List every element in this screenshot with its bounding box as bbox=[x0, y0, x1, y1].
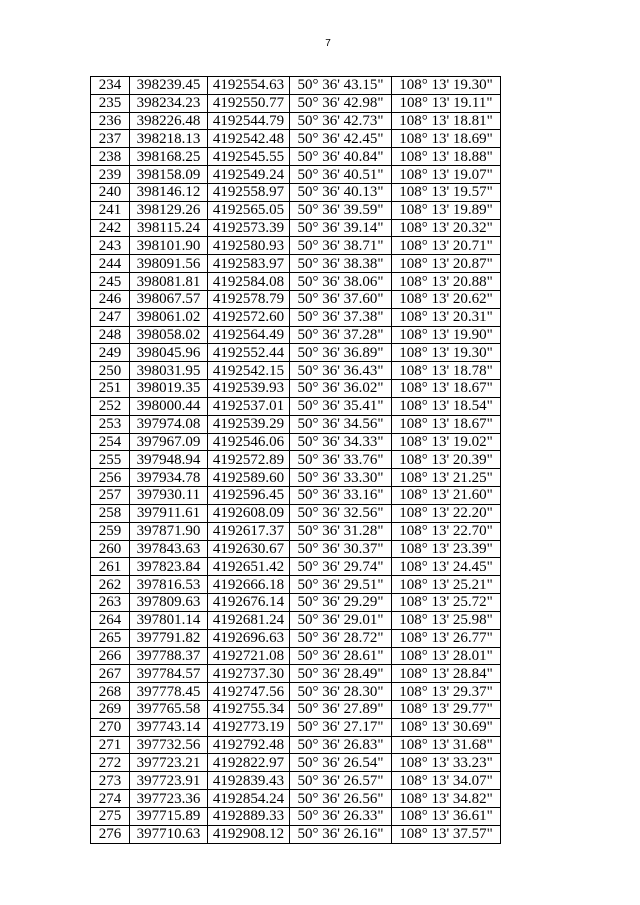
latitude-cell: 50° 36' 37.38" bbox=[290, 308, 392, 326]
table-row bbox=[91, 736, 501, 754]
latitude-cell: 50° 36' 30.37" bbox=[290, 540, 392, 558]
longitude-cell: 108° 13' 20.88" bbox=[392, 273, 501, 291]
y-coordinate-cell: 4192822.97 bbox=[208, 754, 290, 772]
point-number-cell: 256 bbox=[91, 469, 130, 487]
y-coordinate-cell: 4192676.14 bbox=[208, 594, 290, 612]
x-coordinate-cell: 397911.61 bbox=[130, 504, 208, 522]
y-coordinate-cell: 4192550.77 bbox=[208, 94, 290, 112]
point-number-cell: 266 bbox=[91, 647, 130, 665]
table-row bbox=[91, 255, 501, 273]
table-row bbox=[91, 558, 501, 576]
longitude-cell: 108° 13' 36.61" bbox=[392, 807, 501, 825]
point-number-cell: 244 bbox=[91, 255, 130, 273]
point-number-cell: 252 bbox=[91, 397, 130, 415]
longitude-cell: 108° 13' 29.37" bbox=[392, 683, 501, 701]
longitude-cell: 108° 13' 19.07" bbox=[392, 166, 501, 184]
x-coordinate-cell: 397843.63 bbox=[130, 540, 208, 558]
latitude-cell: 50° 36' 38.06" bbox=[290, 273, 392, 291]
point-number-cell: 253 bbox=[91, 415, 130, 433]
y-coordinate-cell: 4192681.24 bbox=[208, 611, 290, 629]
x-coordinate-cell: 397816.53 bbox=[130, 576, 208, 594]
table-row bbox=[91, 451, 501, 469]
longitude-cell: 108° 13' 18.69" bbox=[392, 130, 501, 148]
table-row bbox=[91, 308, 501, 326]
x-coordinate-cell: 397732.56 bbox=[130, 736, 208, 754]
latitude-cell: 50° 36' 33.16" bbox=[290, 487, 392, 505]
y-coordinate-cell: 4192552.44 bbox=[208, 344, 290, 362]
longitude-cell: 108° 13' 25.98" bbox=[392, 611, 501, 629]
latitude-cell: 50° 36' 28.61" bbox=[290, 647, 392, 665]
x-coordinate-cell: 397778.45 bbox=[130, 683, 208, 701]
longitude-cell: 108° 13' 29.77" bbox=[392, 700, 501, 718]
y-coordinate-cell: 4192549.24 bbox=[208, 166, 290, 184]
y-coordinate-cell: 4192755.34 bbox=[208, 700, 290, 718]
x-coordinate-cell: 398091.56 bbox=[130, 255, 208, 273]
x-coordinate-cell: 397723.36 bbox=[130, 790, 208, 808]
x-coordinate-cell: 398019.35 bbox=[130, 380, 208, 398]
x-coordinate-cell: 397967.09 bbox=[130, 433, 208, 451]
y-coordinate-cell: 4192696.63 bbox=[208, 629, 290, 647]
latitude-cell: 50° 36' 39.59" bbox=[290, 201, 392, 219]
y-coordinate-cell: 4192554.63 bbox=[208, 77, 290, 95]
x-coordinate-cell: 397801.14 bbox=[130, 611, 208, 629]
latitude-cell: 50° 36' 35.41" bbox=[290, 397, 392, 415]
point-number-cell: 268 bbox=[91, 683, 130, 701]
table-row bbox=[91, 665, 501, 683]
table-row bbox=[91, 611, 501, 629]
latitude-cell: 50° 36' 26.33" bbox=[290, 807, 392, 825]
latitude-cell: 50° 36' 43.15" bbox=[290, 77, 392, 95]
point-number-cell: 242 bbox=[91, 219, 130, 237]
table-row bbox=[91, 183, 501, 201]
table-row bbox=[91, 166, 501, 184]
table-row bbox=[91, 415, 501, 433]
x-coordinate-cell: 397723.21 bbox=[130, 754, 208, 772]
longitude-cell: 108° 13' 31.68" bbox=[392, 736, 501, 754]
y-coordinate-cell: 4192651.42 bbox=[208, 558, 290, 576]
longitude-cell: 108° 13' 25.72" bbox=[392, 594, 501, 612]
latitude-cell: 50° 36' 26.83" bbox=[290, 736, 392, 754]
point-number-cell: 257 bbox=[91, 487, 130, 505]
table-row bbox=[91, 629, 501, 647]
latitude-cell: 50° 36' 36.43" bbox=[290, 362, 392, 380]
point-number-cell: 264 bbox=[91, 611, 130, 629]
x-coordinate-cell: 398058.02 bbox=[130, 326, 208, 344]
point-number-cell: 275 bbox=[91, 807, 130, 825]
point-number-cell: 243 bbox=[91, 237, 130, 255]
table-row bbox=[91, 380, 501, 398]
longitude-cell: 108° 13' 25.21" bbox=[392, 576, 501, 594]
x-coordinate-cell: 397791.82 bbox=[130, 629, 208, 647]
x-coordinate-cell: 398061.02 bbox=[130, 308, 208, 326]
x-coordinate-cell: 398115.24 bbox=[130, 219, 208, 237]
table-row bbox=[91, 77, 501, 95]
y-coordinate-cell: 4192546.06 bbox=[208, 433, 290, 451]
table-row bbox=[91, 273, 501, 291]
y-coordinate-cell: 4192747.56 bbox=[208, 683, 290, 701]
point-number-cell: 234 bbox=[91, 77, 130, 95]
longitude-cell: 108° 13' 18.67" bbox=[392, 415, 501, 433]
table-row bbox=[91, 807, 501, 825]
latitude-cell: 50° 36' 33.30" bbox=[290, 469, 392, 487]
latitude-cell: 50° 36' 34.33" bbox=[290, 433, 392, 451]
x-coordinate-cell: 398226.48 bbox=[130, 112, 208, 130]
point-number-cell: 241 bbox=[91, 201, 130, 219]
y-coordinate-cell: 4192666.18 bbox=[208, 576, 290, 594]
point-number-cell: 249 bbox=[91, 344, 130, 362]
table-row bbox=[91, 326, 501, 344]
point-number-cell: 262 bbox=[91, 576, 130, 594]
x-coordinate-cell: 398239.45 bbox=[130, 77, 208, 95]
table-row bbox=[91, 683, 501, 701]
y-coordinate-cell: 4192583.97 bbox=[208, 255, 290, 273]
y-coordinate-cell: 4192584.08 bbox=[208, 273, 290, 291]
latitude-cell: 50° 36' 40.13" bbox=[290, 183, 392, 201]
y-coordinate-cell: 4192596.45 bbox=[208, 487, 290, 505]
x-coordinate-cell: 397765.58 bbox=[130, 700, 208, 718]
point-number-cell: 239 bbox=[91, 166, 130, 184]
x-coordinate-cell: 397871.90 bbox=[130, 522, 208, 540]
latitude-cell: 50° 36' 29.01" bbox=[290, 611, 392, 629]
point-number-cell: 236 bbox=[91, 112, 130, 130]
table-row bbox=[91, 344, 501, 362]
table-row bbox=[91, 772, 501, 790]
longitude-cell: 108° 13' 18.88" bbox=[392, 148, 501, 166]
y-coordinate-cell: 4192564.49 bbox=[208, 326, 290, 344]
x-coordinate-cell: 398158.09 bbox=[130, 166, 208, 184]
latitude-cell: 50° 36' 38.38" bbox=[290, 255, 392, 273]
longitude-cell: 108° 13' 20.39" bbox=[392, 451, 501, 469]
y-coordinate-cell: 4192630.67 bbox=[208, 540, 290, 558]
latitude-cell: 50° 36' 39.14" bbox=[290, 219, 392, 237]
x-coordinate-cell: 397974.08 bbox=[130, 415, 208, 433]
longitude-cell: 108° 13' 20.71" bbox=[392, 237, 501, 255]
point-number-cell: 274 bbox=[91, 790, 130, 808]
latitude-cell: 50° 36' 40.51" bbox=[290, 166, 392, 184]
latitude-cell: 50° 36' 27.89" bbox=[290, 700, 392, 718]
y-coordinate-cell: 4192558.97 bbox=[208, 183, 290, 201]
point-number-cell: 258 bbox=[91, 504, 130, 522]
point-number-cell: 270 bbox=[91, 718, 130, 736]
x-coordinate-cell: 397784.57 bbox=[130, 665, 208, 683]
table-row bbox=[91, 540, 501, 558]
y-coordinate-cell: 4192617.37 bbox=[208, 522, 290, 540]
longitude-cell: 108° 13' 18.81" bbox=[392, 112, 501, 130]
longitude-cell: 108° 13' 20.32" bbox=[392, 219, 501, 237]
longitude-cell: 108° 13' 19.89" bbox=[392, 201, 501, 219]
table-row bbox=[91, 594, 501, 612]
point-number-cell: 265 bbox=[91, 629, 130, 647]
point-number-cell: 235 bbox=[91, 94, 130, 112]
latitude-cell: 50° 36' 28.72" bbox=[290, 629, 392, 647]
latitude-cell: 50° 36' 42.45" bbox=[290, 130, 392, 148]
table-row bbox=[91, 130, 501, 148]
longitude-cell: 108° 13' 28.84" bbox=[392, 665, 501, 683]
longitude-cell: 108° 13' 28.01" bbox=[392, 647, 501, 665]
point-number-cell: 273 bbox=[91, 772, 130, 790]
table-row bbox=[91, 825, 501, 843]
latitude-cell: 50° 36' 29.51" bbox=[290, 576, 392, 594]
longitude-cell: 108° 13' 23.39" bbox=[392, 540, 501, 558]
latitude-cell: 50° 36' 36.02" bbox=[290, 380, 392, 398]
coordinates-table bbox=[90, 76, 501, 844]
table-row bbox=[91, 576, 501, 594]
longitude-cell: 108° 13' 20.87" bbox=[392, 255, 501, 273]
longitude-cell: 108° 13' 22.70" bbox=[392, 522, 501, 540]
point-number-cell: 238 bbox=[91, 148, 130, 166]
point-number-cell: 251 bbox=[91, 380, 130, 398]
x-coordinate-cell: 398101.90 bbox=[130, 237, 208, 255]
x-coordinate-cell: 397743.14 bbox=[130, 718, 208, 736]
longitude-cell: 108° 13' 19.30" bbox=[392, 344, 501, 362]
y-coordinate-cell: 4192539.29 bbox=[208, 415, 290, 433]
table-row bbox=[91, 219, 501, 237]
longitude-cell: 108° 13' 18.78" bbox=[392, 362, 501, 380]
longitude-cell: 108° 13' 34.07" bbox=[392, 772, 501, 790]
latitude-cell: 50° 36' 40.84" bbox=[290, 148, 392, 166]
x-coordinate-cell: 397723.91 bbox=[130, 772, 208, 790]
latitude-cell: 50° 36' 36.89" bbox=[290, 344, 392, 362]
longitude-cell: 108° 13' 19.02" bbox=[392, 433, 501, 451]
x-coordinate-cell: 397809.63 bbox=[130, 594, 208, 612]
y-coordinate-cell: 4192908.12 bbox=[208, 825, 290, 843]
point-number-cell: 271 bbox=[91, 736, 130, 754]
longitude-cell: 108° 13' 19.30" bbox=[392, 77, 501, 95]
x-coordinate-cell: 397788.37 bbox=[130, 647, 208, 665]
y-coordinate-cell: 4192889.33 bbox=[208, 807, 290, 825]
y-coordinate-cell: 4192608.09 bbox=[208, 504, 290, 522]
coordinates-table-body bbox=[91, 77, 501, 844]
x-coordinate-cell: 397715.89 bbox=[130, 807, 208, 825]
latitude-cell: 50° 36' 26.54" bbox=[290, 754, 392, 772]
table-row bbox=[91, 94, 501, 112]
table-row bbox=[91, 362, 501, 380]
y-coordinate-cell: 4192721.08 bbox=[208, 647, 290, 665]
point-number-cell: 263 bbox=[91, 594, 130, 612]
y-coordinate-cell: 4192572.89 bbox=[208, 451, 290, 469]
x-coordinate-cell: 397930.11 bbox=[130, 487, 208, 505]
point-number-cell: 240 bbox=[91, 183, 130, 201]
latitude-cell: 50° 36' 42.98" bbox=[290, 94, 392, 112]
y-coordinate-cell: 4192839.43 bbox=[208, 772, 290, 790]
longitude-cell: 108° 13' 34.82" bbox=[392, 790, 501, 808]
table-row bbox=[91, 522, 501, 540]
longitude-cell: 108° 13' 30.69" bbox=[392, 718, 501, 736]
latitude-cell: 50° 36' 42.73" bbox=[290, 112, 392, 130]
table-row bbox=[91, 790, 501, 808]
latitude-cell: 50° 36' 31.28" bbox=[290, 522, 392, 540]
point-number-cell: 250 bbox=[91, 362, 130, 380]
latitude-cell: 50° 36' 26.57" bbox=[290, 772, 392, 790]
y-coordinate-cell: 4192854.24 bbox=[208, 790, 290, 808]
table-row bbox=[91, 700, 501, 718]
y-coordinate-cell: 4192737.30 bbox=[208, 665, 290, 683]
latitude-cell: 50° 36' 32.56" bbox=[290, 504, 392, 522]
table-row bbox=[91, 148, 501, 166]
y-coordinate-cell: 4192565.05 bbox=[208, 201, 290, 219]
longitude-cell: 108° 13' 19.90" bbox=[392, 326, 501, 344]
table-row bbox=[91, 504, 501, 522]
table-row bbox=[91, 647, 501, 665]
table-row bbox=[91, 487, 501, 505]
y-coordinate-cell: 4192589.60 bbox=[208, 469, 290, 487]
page-number: 7 bbox=[325, 38, 331, 49]
point-number-cell: 272 bbox=[91, 754, 130, 772]
latitude-cell: 50° 36' 29.74" bbox=[290, 558, 392, 576]
table-row bbox=[91, 433, 501, 451]
longitude-cell: 108° 13' 26.77" bbox=[392, 629, 501, 647]
latitude-cell: 50° 36' 34.56" bbox=[290, 415, 392, 433]
x-coordinate-cell: 397710.63 bbox=[130, 825, 208, 843]
latitude-cell: 50° 36' 37.60" bbox=[290, 290, 392, 308]
point-number-cell: 246 bbox=[91, 290, 130, 308]
longitude-cell: 108° 13' 33.23" bbox=[392, 754, 501, 772]
latitude-cell: 50° 36' 28.30" bbox=[290, 683, 392, 701]
longitude-cell: 108° 13' 18.54" bbox=[392, 397, 501, 415]
y-coordinate-cell: 4192578.79 bbox=[208, 290, 290, 308]
y-coordinate-cell: 4192542.48 bbox=[208, 130, 290, 148]
latitude-cell: 50° 36' 38.71" bbox=[290, 237, 392, 255]
latitude-cell: 50° 36' 26.16" bbox=[290, 825, 392, 843]
table-row bbox=[91, 237, 501, 255]
longitude-cell: 108° 13' 24.45" bbox=[392, 558, 501, 576]
point-number-cell: 276 bbox=[91, 825, 130, 843]
table-row bbox=[91, 718, 501, 736]
y-coordinate-cell: 4192537.01 bbox=[208, 397, 290, 415]
y-coordinate-cell: 4192545.55 bbox=[208, 148, 290, 166]
point-number-cell: 261 bbox=[91, 558, 130, 576]
x-coordinate-cell: 398031.95 bbox=[130, 362, 208, 380]
point-number-cell: 237 bbox=[91, 130, 130, 148]
x-coordinate-cell: 398218.13 bbox=[130, 130, 208, 148]
x-coordinate-cell: 398000.44 bbox=[130, 397, 208, 415]
y-coordinate-cell: 4192792.48 bbox=[208, 736, 290, 754]
x-coordinate-cell: 398067.57 bbox=[130, 290, 208, 308]
x-coordinate-cell: 398234.23 bbox=[130, 94, 208, 112]
table-row bbox=[91, 112, 501, 130]
point-number-cell: 254 bbox=[91, 433, 130, 451]
longitude-cell: 108° 13' 19.57" bbox=[392, 183, 501, 201]
y-coordinate-cell: 4192572.60 bbox=[208, 308, 290, 326]
longitude-cell: 108° 13' 21.60" bbox=[392, 487, 501, 505]
table-row bbox=[91, 754, 501, 772]
point-number-cell: 260 bbox=[91, 540, 130, 558]
latitude-cell: 50° 36' 37.28" bbox=[290, 326, 392, 344]
longitude-cell: 108° 13' 20.62" bbox=[392, 290, 501, 308]
y-coordinate-cell: 4192539.93 bbox=[208, 380, 290, 398]
x-coordinate-cell: 398045.96 bbox=[130, 344, 208, 362]
longitude-cell: 108° 13' 21.25" bbox=[392, 469, 501, 487]
point-number-cell: 259 bbox=[91, 522, 130, 540]
table-row bbox=[91, 201, 501, 219]
point-number-cell: 269 bbox=[91, 700, 130, 718]
latitude-cell: 50° 36' 26.56" bbox=[290, 790, 392, 808]
table-row bbox=[91, 469, 501, 487]
x-coordinate-cell: 398168.25 bbox=[130, 148, 208, 166]
x-coordinate-cell: 398146.12 bbox=[130, 183, 208, 201]
longitude-cell: 108° 13' 20.31" bbox=[392, 308, 501, 326]
x-coordinate-cell: 397948.94 bbox=[130, 451, 208, 469]
point-number-cell: 267 bbox=[91, 665, 130, 683]
latitude-cell: 50° 36' 28.49" bbox=[290, 665, 392, 683]
longitude-cell: 108° 13' 22.20" bbox=[392, 504, 501, 522]
table-row bbox=[91, 397, 501, 415]
y-coordinate-cell: 4192580.93 bbox=[208, 237, 290, 255]
y-coordinate-cell: 4192573.39 bbox=[208, 219, 290, 237]
table-row bbox=[91, 290, 501, 308]
x-coordinate-cell: 398129.26 bbox=[130, 201, 208, 219]
x-coordinate-cell: 397934.78 bbox=[130, 469, 208, 487]
y-coordinate-cell: 4192542.15 bbox=[208, 362, 290, 380]
point-number-cell: 247 bbox=[91, 308, 130, 326]
y-coordinate-cell: 4192773.19 bbox=[208, 718, 290, 736]
point-number-cell: 245 bbox=[91, 273, 130, 291]
x-coordinate-cell: 397823.84 bbox=[130, 558, 208, 576]
longitude-cell: 108° 13' 37.57" bbox=[392, 825, 501, 843]
latitude-cell: 50° 36' 33.76" bbox=[290, 451, 392, 469]
latitude-cell: 50° 36' 29.29" bbox=[290, 594, 392, 612]
longitude-cell: 108° 13' 18.67" bbox=[392, 380, 501, 398]
point-number-cell: 255 bbox=[91, 451, 130, 469]
point-number-cell: 248 bbox=[91, 326, 130, 344]
latitude-cell: 50° 36' 27.17" bbox=[290, 718, 392, 736]
y-coordinate-cell: 4192544.79 bbox=[208, 112, 290, 130]
longitude-cell: 108° 13' 19.11" bbox=[392, 94, 501, 112]
x-coordinate-cell: 398081.81 bbox=[130, 273, 208, 291]
